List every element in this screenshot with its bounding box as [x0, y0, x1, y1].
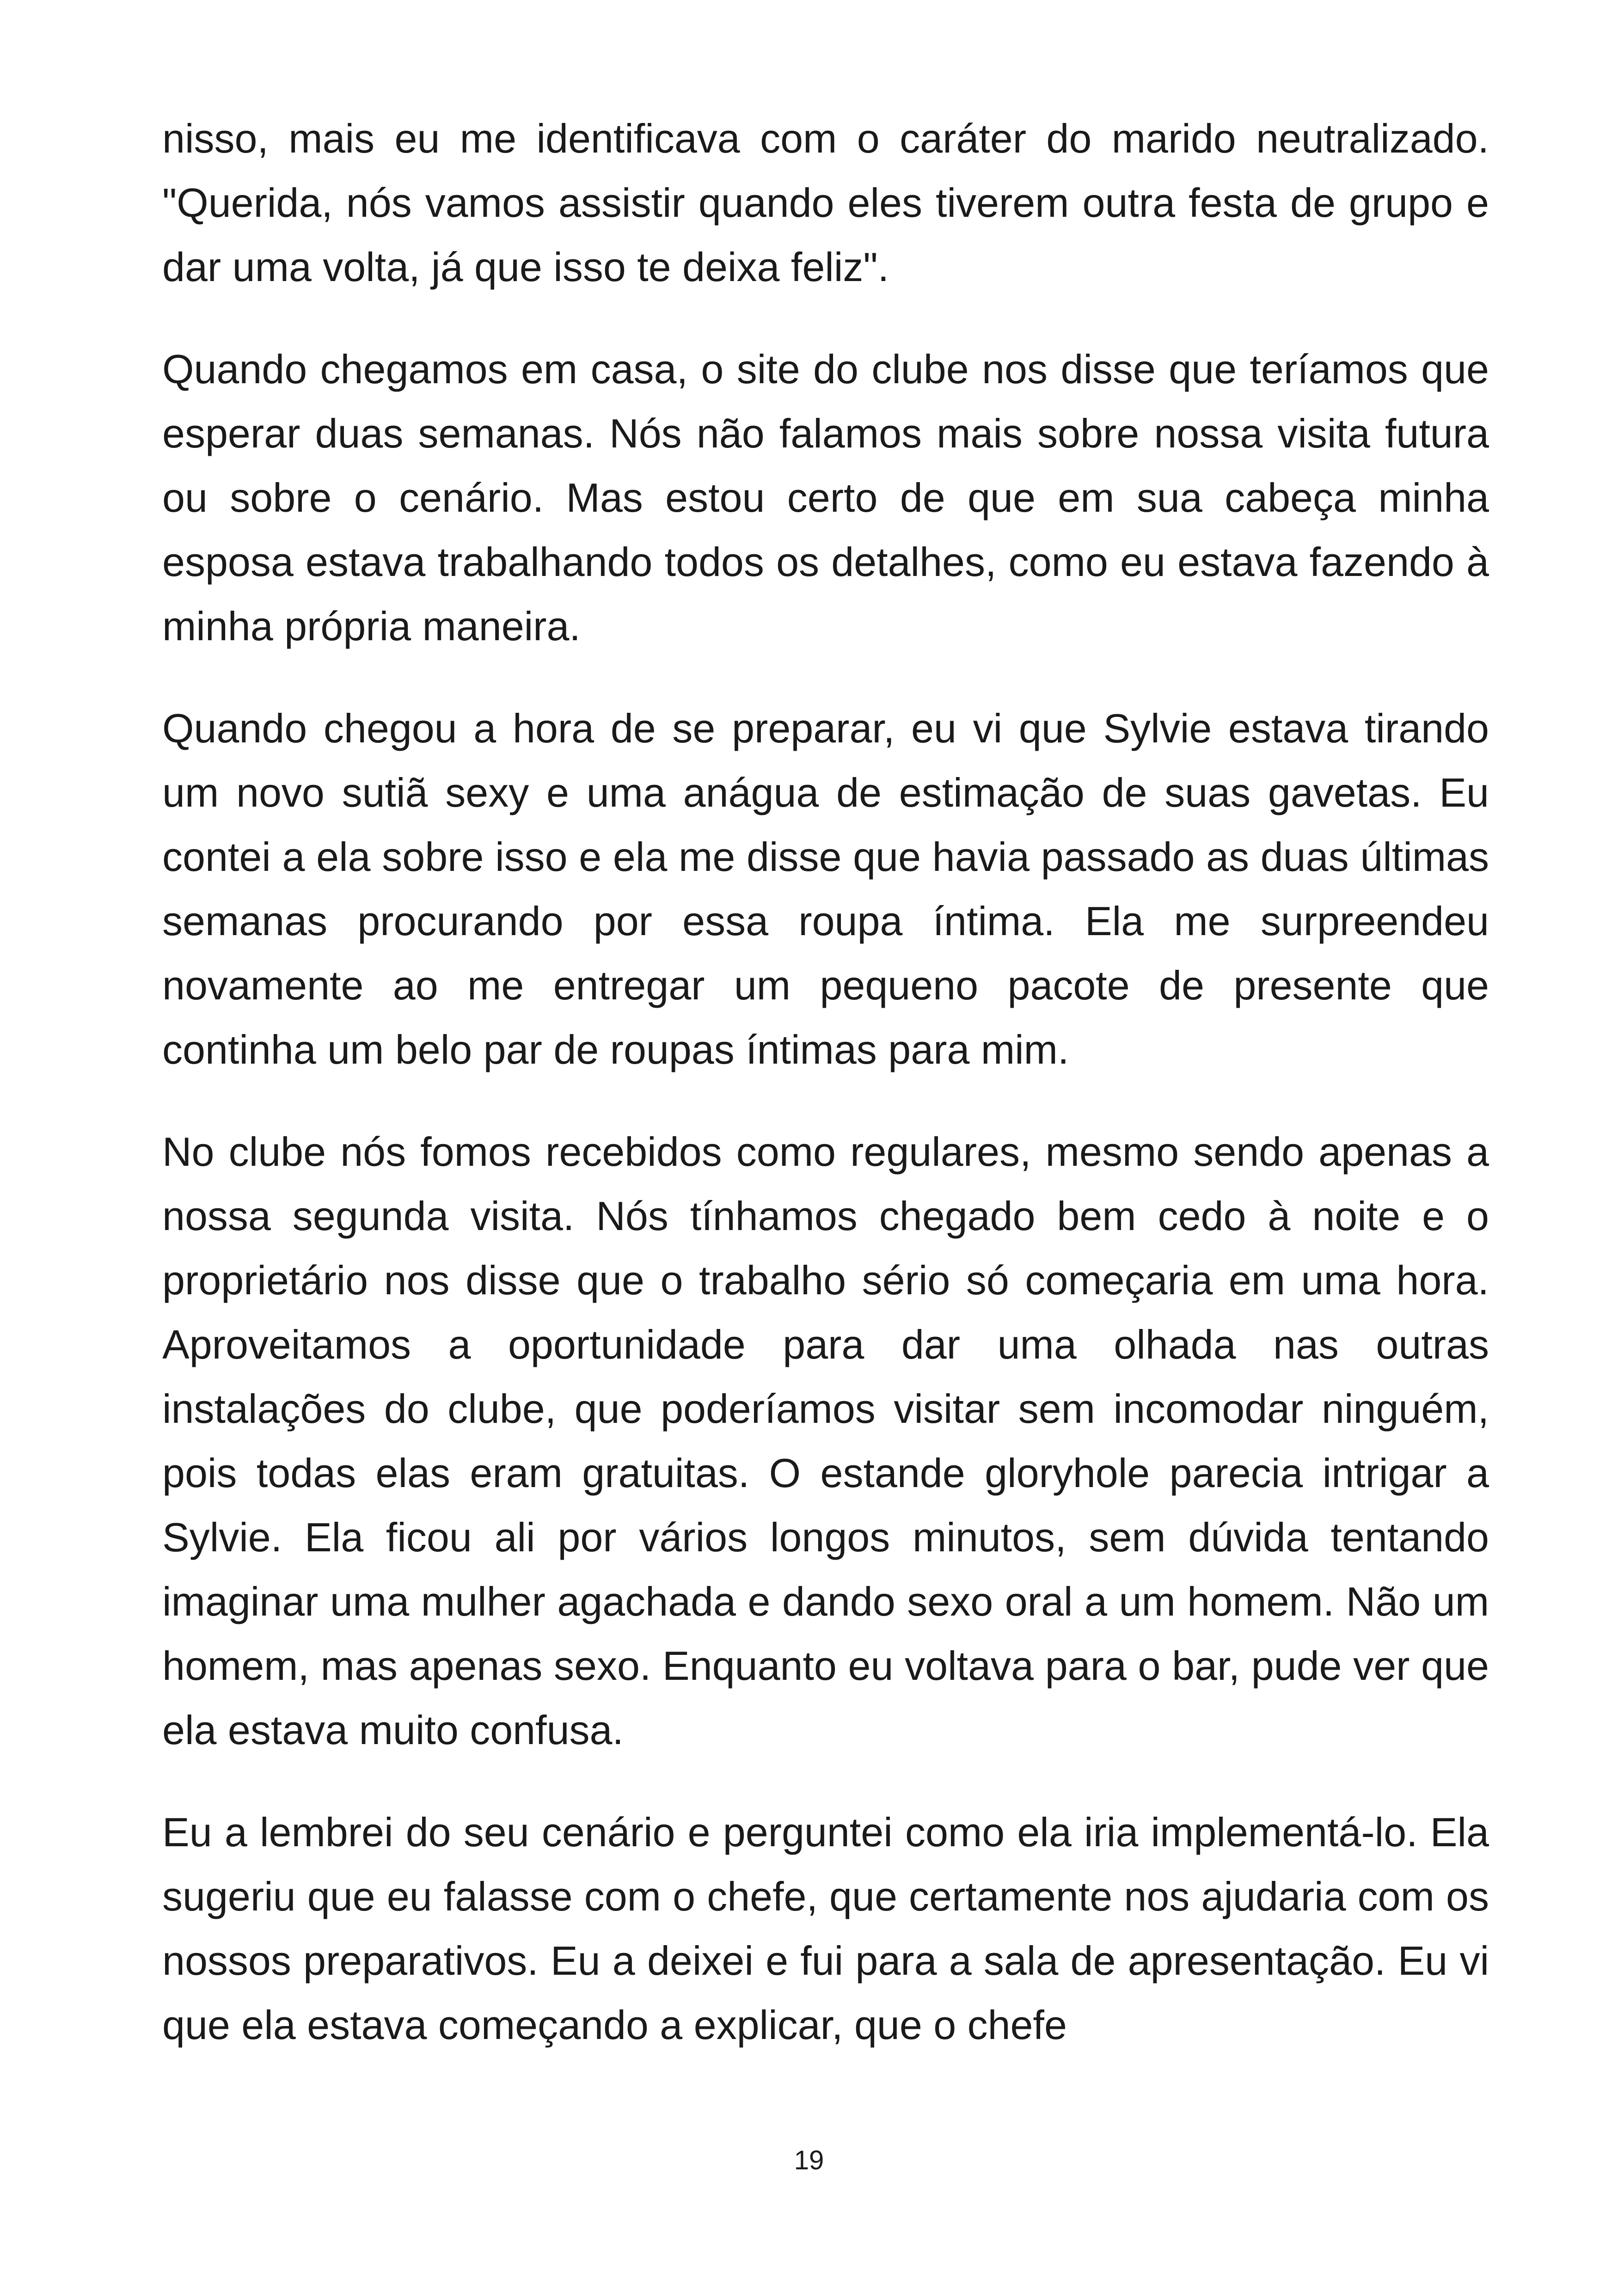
paragraph-2: Quando chegamos em casa, o site do clube nos disse que teríamos que esperar duas semanas. Nós não falamos mais sobre nossa visita futura ou sobre o cenário. Mas estou certo de que em sua cabeça minha esposa estava trabalhando todos os detalhes, como eu estava fazendo à minha própria maneira. — [162, 346, 1489, 649]
paragraph-3: Quando chegou a hora de se preparar, eu vi que Sylvie estava tirando um novo sutiã sexy e uma anágua de estimação de suas gavetas. Eu contei a ela sobre isso e ela me disse que havia passado as duas últimas semanas procurando por essa roupa íntima. Ela me surpreendeu novamente ao me entregar um pequeno pacote de presente que continha um belo par de roupas íntimas para mim. — [162, 705, 1489, 1072]
text-body — [162, 106, 1489, 2095]
paragraph-5: Eu a lembrei do seu cenário e perguntei como ela iria implementá-lo. Ela sugeriu que eu falasse com o chefe, que certamente nos ajudaria com os nossos preparativos. Eu a deixei e fui para a sala de apresentação. Eu vi que ela estava começando a explicar, que o chefe — [162, 1809, 1489, 2048]
page-number: 19 — [794, 2145, 824, 2175]
paragraph-4: No clube nós fomos recebidos como regulares, mesmo sendo apenas a nossa segunda visita. Nós tínhamos chegado bem cedo à noite e o proprietário nos disse que o trabalho sério só começaria em uma hora. Aproveitamos a oportunidade para dar uma olhada nas outras instalações do clube, que poderíamos visitar sem incomodar ninguém, pois todas elas eram gratuitas. O estande gloryhole parecia intrigar a Sylvie. Ela ficou ali por vários longos minutos, sem dúvida tentando imaginar uma mulher agachada e dando sexo oral a um homem. Não um homem, mas apenas sexo. Enquanto eu voltava para o bar, pude ver que ela estava muito confusa. — [162, 1129, 1489, 1753]
paragraph-1: nisso, mais eu me identificava com o caráter do marido neutralizado. "Querida, nós vamos assistir quando eles tiverem outra festa de grupo e dar uma volta, já que isso te deixa feliz". — [162, 116, 1489, 290]
